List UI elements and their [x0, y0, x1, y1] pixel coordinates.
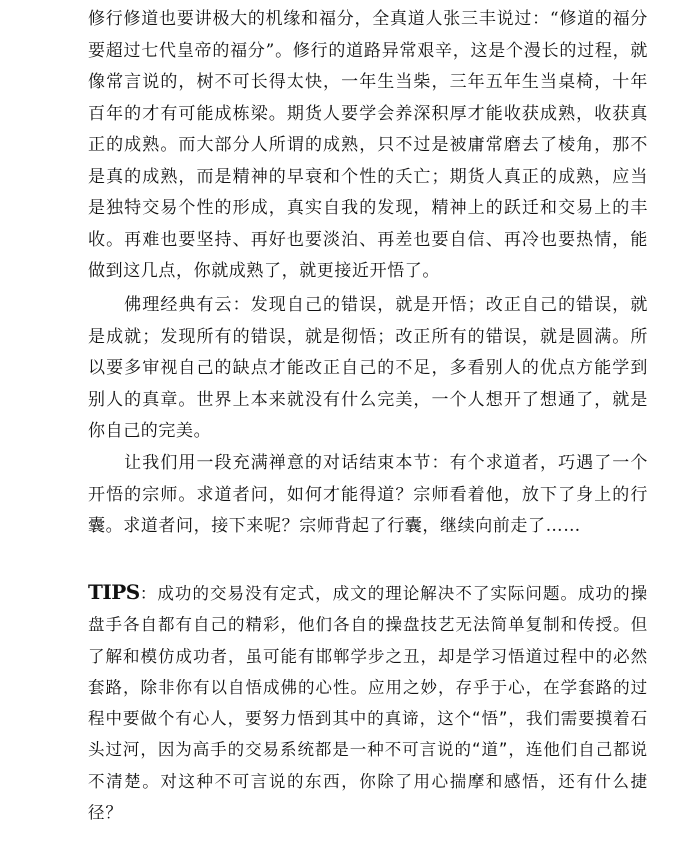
tips-text: ：成功的交易没有定式，成文的理论解决不了实际问题。成功的操盘手各自都有自己的精彩，他们各自的操盘技艺无法简单复制和传授。但了解和模仿成功者，虽可能有邯郸学步之丑，却是学习悟道过程中的必然套路，除非你有以自悟成佛的心性。应用之妙，存乎于心，在学套路的过程中要做个有心人，要努力悟到其中的真谛，这个“悟”，我们需要摸着石头过河，因为高手的交易系统都是一种不可言说的“道”，连他们自己都说不清楚。对这种不可言说的东西，你除了用心揣摩和感悟，还有什么捷径？ — [88, 584, 648, 823]
tips-label: TIPS — [88, 580, 140, 604]
paragraph-buddhist-classic: 佛理经典有云：发现自己的错误，就是开悟；改正自己的错误，就是成就；发现所有的错误，就是彻悟；改正所有的错误，就是圆满。所以要多审视自己的缺点才能改正自己的不足，多看别人的优点方能学到别人的真章。世界上本来就没有什么完美，一个人想开了想通了，就是你自己的完美。 — [88, 295, 648, 441]
paragraph-zen-dialogue: 让我们用一段充满禅意的对话结束本节：有个求道者，巧遇了一个开悟的宗师。求道者问，如何才能得道？宗师看着他，放下了身上的行囊。求道者问，接下来呢？宗师背起了行囊，继续向前走了…… — [88, 453, 648, 536]
paragraph-cultivation: 修行修道也要讲极大的机缘和福分，全真道人张三丰说过：“修道的福分要超过七代皇帝的福分”。修行的道路异常艰辛，这是个漫长的过程，就像常言说的，树不可长得太快，一年生当柴，三年五年生当桌椅，十年百年的才有可能成栋梁。期货人要学会养深积厚才能收获成熟，收获真正的成熟。而大部分人所谓的成熟，只不过是被庸常磨去了棱角，那不是真的成熟，而是精神的早衰和个性的夭亡；期货人真正的成熟，应当是独特交易个性的形成，真实自我的发现，精神上的跃迁和交易上的丰收。再难也要坚持、再好也要淡泊、再差也要自信、再冷也要热情，能做到这几点，你就成熟了，就更接近开悟了。 — [88, 9, 648, 281]
tips-box — [88, 577, 648, 828]
